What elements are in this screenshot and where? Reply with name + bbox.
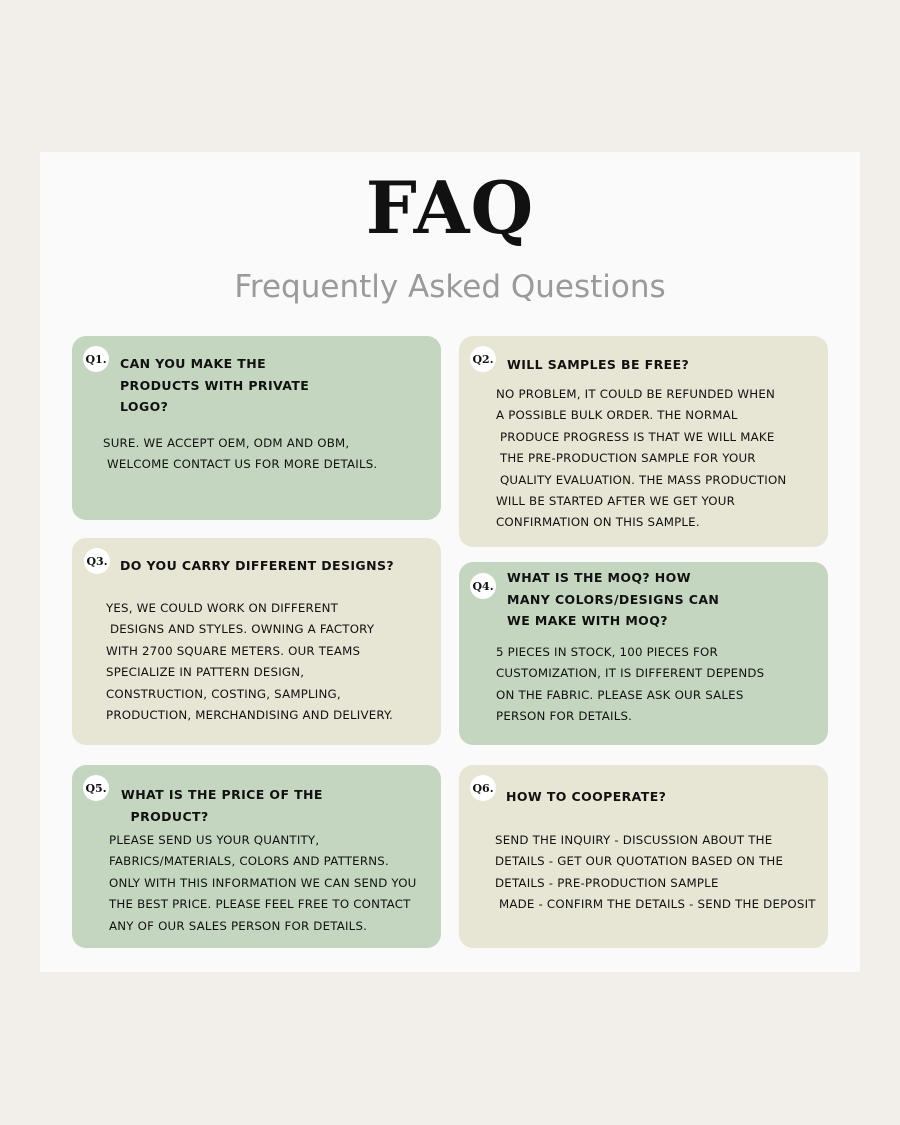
- faq-answer: YES, WE COULD WORK ON DIFFERENT DESIGNS AND STYLES. OWNING A FACTORY WITH 2700 SQUARE METERS. OUR TEAMS SPECIALIZE IN PATTERN DESIGN, CONSTRUCTION, COSTING, SAMPLING, PRODUCTION, MERCHANDISING AND DELIVERY.: [106, 601, 393, 723]
- faq-question: WHAT IS THE PRICE OF THE PRODUCT?: [121, 787, 323, 824]
- faq-question: WHAT IS THE MOQ? HOW MANY COLORS/DESIGNS CAN WE MAKE WITH MOQ?: [507, 570, 720, 628]
- question-number-badge: Q4.: [470, 573, 496, 599]
- faq-question: WILL SAMPLES BE FREE?: [507, 357, 690, 372]
- faq-answer: SEND THE INQUIRY - DISCUSSION ABOUT THE DETAILS - GET OUR QUOTATION BASED ON THE DETAILS - PRE-PRODUCTION SAMPLE MADE - CONFIRM THE DETAILS - SEND THE DEPOSIT: [495, 833, 816, 912]
- question-number-badge: Q5.: [83, 775, 109, 801]
- question-number-badge: Q3.: [84, 548, 110, 574]
- faq-answer: PLEASE SEND US YOUR QUANTITY, FABRICS/MATERIALS, COLORS AND PATTERNS. ONLY WITH THIS INFORMATION WE CAN SEND YOU THE BEST PRICE. PLEASE FEEL FREE TO CONTACT ANY OF OUR SALES PERSON FOR DETAILS.: [109, 833, 417, 933]
- faq-question: CAN YOU MAKE THE PRODUCTS WITH PRIVATE LOGO?: [120, 356, 310, 414]
- faq-question: DO YOU CARRY DIFFERENT DESIGNS?: [120, 558, 394, 573]
- faq-answer: NO PROBLEM, IT COULD BE REFUNDED WHEN A POSSIBLE BULK ORDER. THE NORMAL PRODUCE PROGRESS IS THAT WE WILL MAKE THE PRE-PRODUCTION SAMPLE FOR YOUR QUALITY EVALUATION. THE MASS PRODUCTION WILL BE STARTED AFTER WE GET YOUR CONFIRMATION ON THIS SAMPLE.: [496, 387, 787, 530]
- question-number-badge: Q1.: [83, 346, 109, 372]
- question-number-badge: Q2.: [470, 346, 496, 372]
- faq-answer: SURE. WE ACCEPT OEM, ODM AND OBM, WELCOME CONTACT US FOR MORE DETAILS.: [103, 436, 378, 472]
- question-number-badge: Q6.: [470, 775, 496, 801]
- page-title: FAQ: [365, 165, 535, 250]
- faq-answer: 5 PIECES IN STOCK, 100 PIECES FOR CUSTOMIZATION, IT IS DIFFERENT DEPENDS ON THE FABRIC. PLEASE ASK OUR SALES PERSON FOR DETAILS.: [496, 645, 765, 724]
- faq-question: HOW TO COOPERATE?: [506, 789, 667, 804]
- page-subtitle: Frequently Asked Questions: [234, 269, 666, 305]
